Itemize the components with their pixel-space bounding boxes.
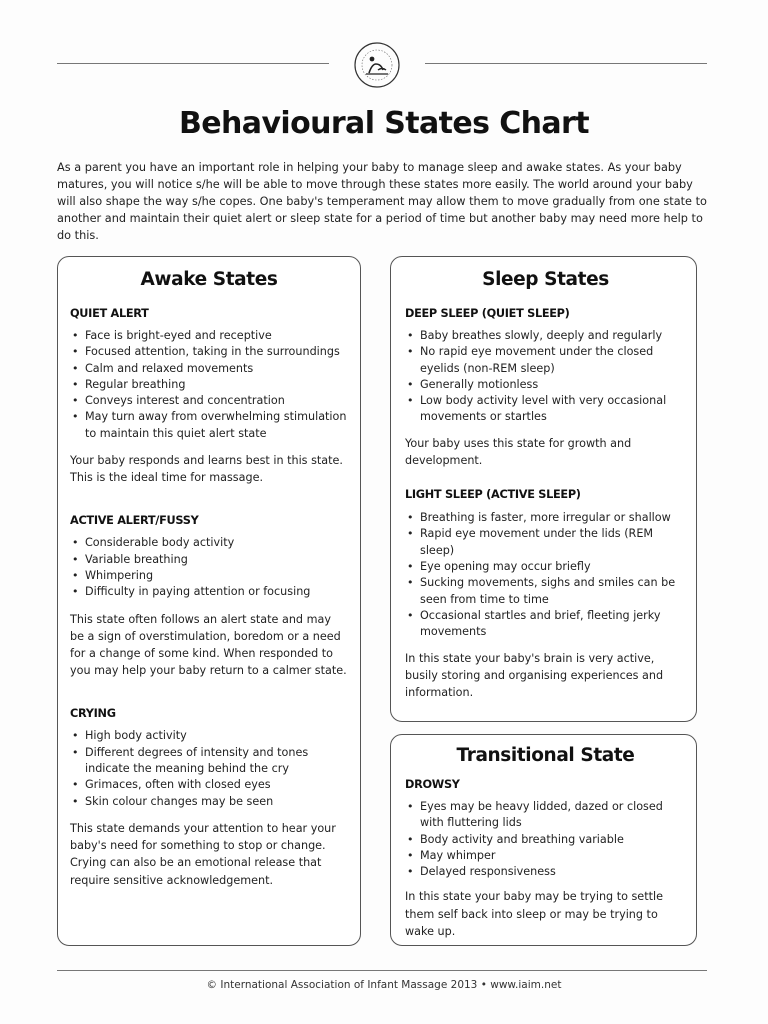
quiet-alert-note: Your baby responds and learns best in this state. This is the ideal time for massage. <box>70 454 343 485</box>
header-rule-right <box>425 63 707 64</box>
crying-list <box>70 728 348 809</box>
list-item: • Breathing is faster, more irregular or shallow <box>405 510 686 526</box>
list-item: • Difficulty in paying attention or focusing <box>70 584 348 600</box>
light-sleep-heading: LIGHT SLEEP (ACTIVE SLEEP) <box>405 488 581 502</box>
list-item: • Rapid eye movement under the lids (REM sleep) <box>405 526 686 559</box>
deep-sleep-note: Your baby uses this state for growth and development. <box>405 436 632 467</box>
list-item: • Whimpering <box>70 568 348 584</box>
list-item: • Skin colour changes may be seen <box>70 794 348 810</box>
list-item: • Eye opening may occur briefly <box>405 559 686 575</box>
list-item: • Grimaces, often with closed eyes <box>70 777 348 793</box>
list-item: • Calm and relaxed movements <box>70 361 348 377</box>
sleep-states-title: Sleep States <box>482 269 609 290</box>
light-sleep-list <box>405 510 686 640</box>
drowsy-list <box>405 799 686 880</box>
list-item: • May whimper <box>405 848 686 864</box>
awake-states-box <box>57 256 361 946</box>
list-item: • Conveys interest and concentration <box>70 393 348 409</box>
page-title: Behavioural States Chart <box>179 106 589 141</box>
intro-paragraph: As a parent you have an important role in helping your baby to manage sleep and awake states. As your baby matures, you will notice s/he will be able to move through these states more easily. The world around your baby will also shape the way s/he copes. One baby's temperament may allow them to move gradually from one state to another and maintain their quiet alert or sleep state for a period of time but another baby may need more help to do this. <box>57 161 707 242</box>
transitional-state-title: Transitional State <box>456 745 635 766</box>
active-alert-list <box>70 535 348 600</box>
list-item: • Baby breathes slowly, deeply and regularly <box>405 328 686 344</box>
list-item: • Regular breathing <box>70 377 348 393</box>
list-item: • Variable breathing <box>70 552 348 568</box>
list-item: • Body activity and breathing variable <box>405 832 686 848</box>
list-item: • Different degrees of intensity and tones indicate the meaning behind the cry <box>70 745 348 778</box>
quiet-alert-list <box>70 328 348 442</box>
list-item: • Focused attention, taking in the surroundings <box>70 344 348 360</box>
footer-rule <box>57 970 707 971</box>
list-item: • Generally motionless <box>405 377 686 393</box>
active-alert-heading: ACTIVE ALERT/FUSSY <box>70 514 199 528</box>
list-item: • High body activity <box>70 728 348 744</box>
deep-sleep-heading: DEEP SLEEP (QUIET SLEEP) <box>405 307 570 320</box>
list-item: • Considerable body activity <box>70 535 348 551</box>
list-item: • Low body activity level with very occasional movements or startles <box>405 393 686 426</box>
sleep-states-box <box>390 256 697 722</box>
transitional-state-box <box>390 734 697 946</box>
list-item: • Occasional startles and brief, fleeting jerky movements <box>405 608 686 641</box>
list-item: • No rapid eye movement under the closed eyelids (non-REM sleep) <box>405 344 686 377</box>
iaim-logo <box>352 40 402 90</box>
list-item: • Face is bright-eyed and receptive <box>70 328 348 344</box>
light-sleep-note: In this state your baby's brain is very active, busily storing and organising experiences and information. <box>405 651 664 699</box>
list-item: • May turn away from overwhelming stimulation to maintain this quiet alert state <box>70 409 348 442</box>
crying-heading: CRYING <box>70 707 116 721</box>
deep-sleep-list <box>405 328 686 426</box>
quiet-alert-heading: QUIET ALERT <box>70 307 149 320</box>
crying-note: This state demands your attention to hear your baby's need for something to stop or change. Crying can also be an emotional release that require sensitive acknowledgement. <box>70 821 336 887</box>
active-alert-note: This state often follows an alert state and may be a sign of overstimulation, boredom or a need for a change of some kind. When responded to you may help your baby return to a calmer state. <box>70 612 347 678</box>
footer-copyright: © International Association of Infant Massage 2013 • www.iaim.net <box>206 979 562 991</box>
awake-states-title: Awake States <box>140 269 278 290</box>
list-item: • Sucking movements, sighs and smiles can be seen from time to time <box>405 575 686 608</box>
list-item: • Eyes may be heavy lidded, dazed or closed with fluttering lids <box>405 799 686 832</box>
header-rule-left <box>57 63 329 64</box>
list-item: • Delayed responsiveness <box>405 864 686 880</box>
drowsy-note: In this state your baby may be trying to settle them self back into sleep or may be trying to wake up. <box>405 890 663 938</box>
drowsy-heading: DROWSY <box>405 778 460 791</box>
